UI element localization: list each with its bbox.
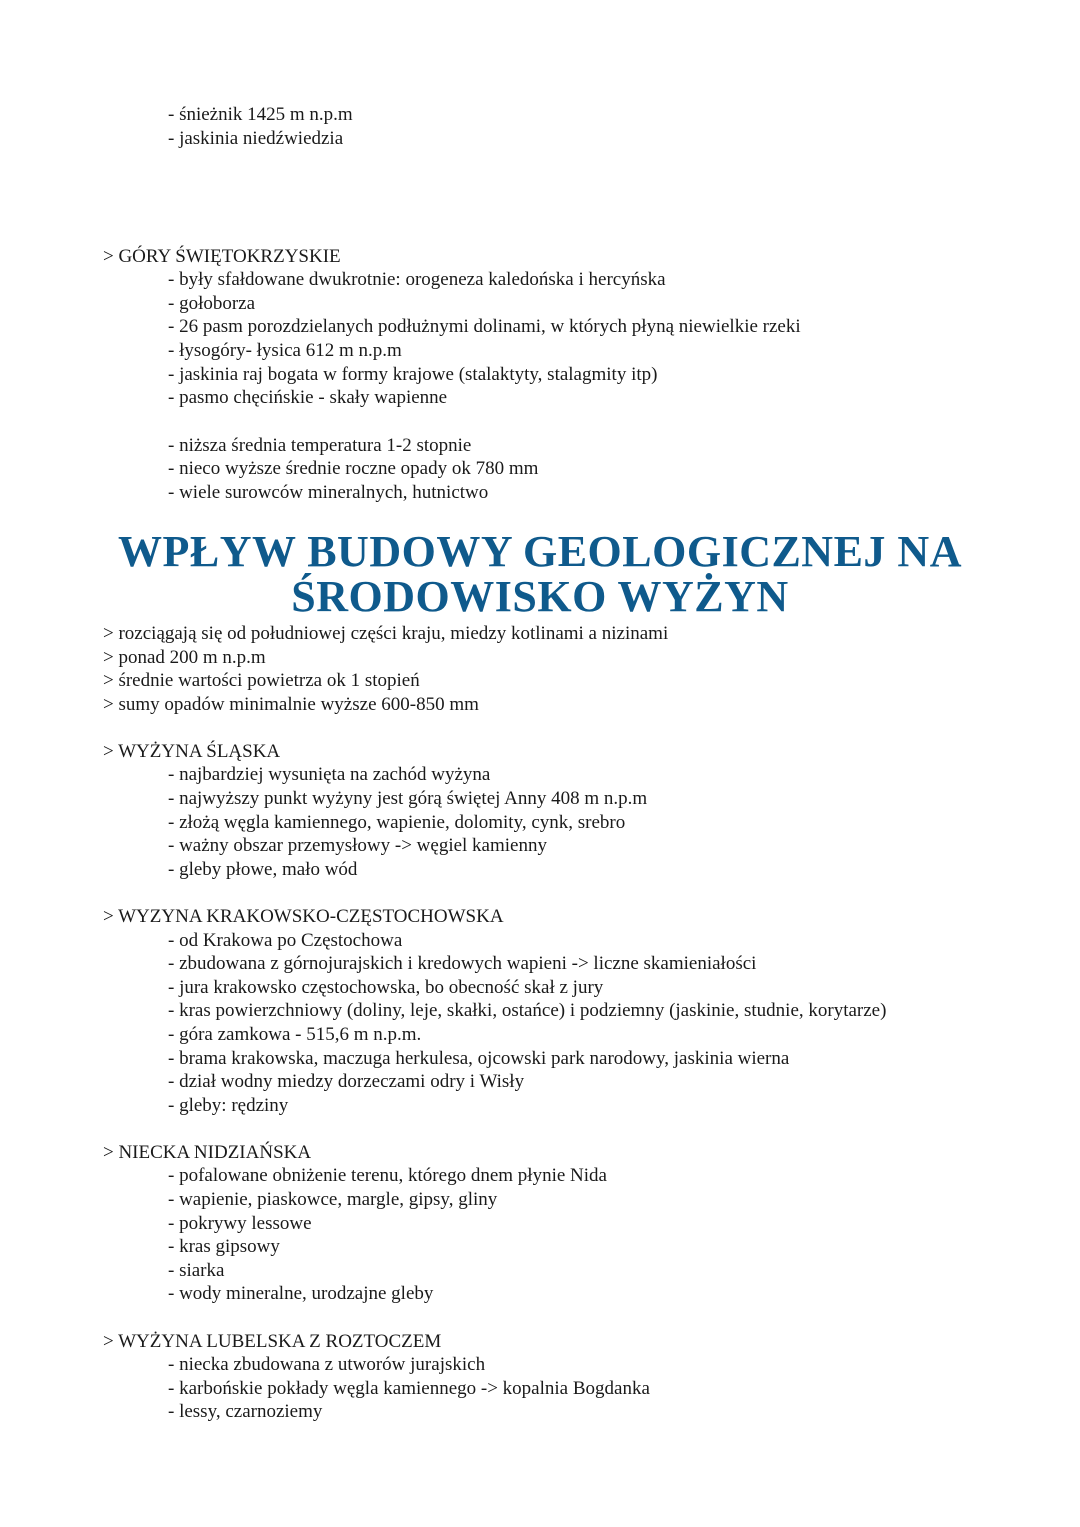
list-item: - niższa średnia temperatura 1-2 stopnie	[168, 435, 472, 456]
list-item: - jaskinia niedźwiedzia	[168, 128, 344, 149]
list-item: - brama krakowska, maczuga herkulesa, ojcowski park narodowy, jaskinia wierna	[168, 1048, 790, 1069]
list-item: - kras powierzchniowy (doliny, leje, skałki, ostańce) i podziemny (jaskinie, studnie, korytarze)	[168, 1000, 887, 1021]
intro-item: > ponad 200 m n.p.m	[103, 647, 266, 668]
list-item: - jaskinia raj bogata w formy krajowe (stalaktyty, stalagmity itp)	[168, 364, 658, 385]
list-item: - nieco wyższe średnie roczne opady ok 780 mm	[168, 458, 539, 479]
list-item: - gleby płowe, mało wód	[168, 859, 358, 880]
list-item: - siarka	[168, 1260, 225, 1281]
list-item: - łysogóry- łysica 612 m n.p.m	[168, 340, 402, 361]
list-item: - były sfałdowane dwukrotnie: orogeneza kaledońska i hercyńska	[168, 269, 666, 290]
list-item: - najwyższy punkt wyżyny jest górą świętej Anny 408 m n.p.m	[168, 788, 648, 809]
list-item: - niecka zbudowana z utworów jurajskich	[168, 1354, 486, 1375]
list-item: - dział wodny miedzy dorzeczami odry i Wisły	[168, 1071, 525, 1092]
section-heading-niecka-nidzianska: > NIECKA NIDZIAŃSKA	[103, 1142, 312, 1163]
list-item: - zbudowana z górnojurajskich i kredowych wapieni -> liczne skamieniałości	[168, 953, 757, 974]
page-title-line-2: ŚRODOWISKO WYŻYN	[291, 572, 789, 621]
list-item: - pofalowane obniżenie terenu, którego dnem płynie Nida	[168, 1165, 607, 1186]
section-heading-gory-swietokrzyskie: > GÓRY ŚWIĘTOKRZYSKIE	[103, 246, 341, 267]
section-heading-wyzyna-slaska: > WYŻYNA ŚLĄSKA	[103, 741, 281, 762]
list-item: - góra zamkowa - 515,6 m n.p.m.	[168, 1024, 422, 1045]
list-item: - pokrywy lessowe	[168, 1213, 312, 1234]
list-item: - wiele surowców mineralnych, hutnictwo	[168, 482, 489, 503]
intro-item: > średnie wartości powietrza ok 1 stopień	[103, 670, 420, 691]
list-item: - od Krakowa po Częstochowa	[168, 930, 403, 951]
list-item: - gołoborza	[168, 293, 256, 314]
list-item: - śnieżnik 1425 m n.p.m	[168, 104, 353, 125]
list-item: - karbońskie pokłady węgla kamiennego -> kopalnia Bogdanka	[168, 1378, 650, 1399]
list-item: - ważny obszar przemysłowy -> węgiel kamienny	[168, 835, 547, 856]
list-item: - kras gipsowy	[168, 1236, 280, 1257]
section-heading-wyzyna-lubelska: > WYŻYNA LUBELSKA Z ROZTOCZEM	[103, 1331, 442, 1352]
page-title-line-1: WPŁYW BUDOWY GEOLOGICZNEJ NA	[118, 527, 962, 576]
list-item: - gleby: rędziny	[168, 1095, 289, 1116]
list-item: - 26 pasm porozdzielanych podłużnymi dolinami, w których płyną niewielkie rzeki	[168, 316, 801, 337]
list-item: - pasmo chęcińskie - skały wapienne	[168, 387, 448, 408]
section-heading-wyzyna-krakowska: > WYZYNA KRAKOWSKO-CZĘSTOCHOWSKA	[103, 906, 504, 927]
list-item: - najbardziej wysunięta na zachód wyżyna	[168, 764, 491, 785]
list-item: - lessy, czarnoziemy	[168, 1401, 323, 1422]
intro-item: > sumy opadów minimalnie wyższe 600-850 mm	[103, 694, 479, 715]
list-item: - jura krakowsko częstochowska, bo obecność skał z jury	[168, 977, 604, 998]
list-item: - wapienie, piaskowce, margle, gipsy, gliny	[168, 1189, 498, 1210]
intro-item: > rozciągają się od południowej części kraju, miedzy kotlinami a nizinami	[103, 623, 669, 644]
list-item: - wody mineralne, urodzajne gleby	[168, 1283, 434, 1304]
list-item: - złożą węgla kamiennego, wapienie, dolomity, cynk, srebro	[168, 812, 626, 833]
